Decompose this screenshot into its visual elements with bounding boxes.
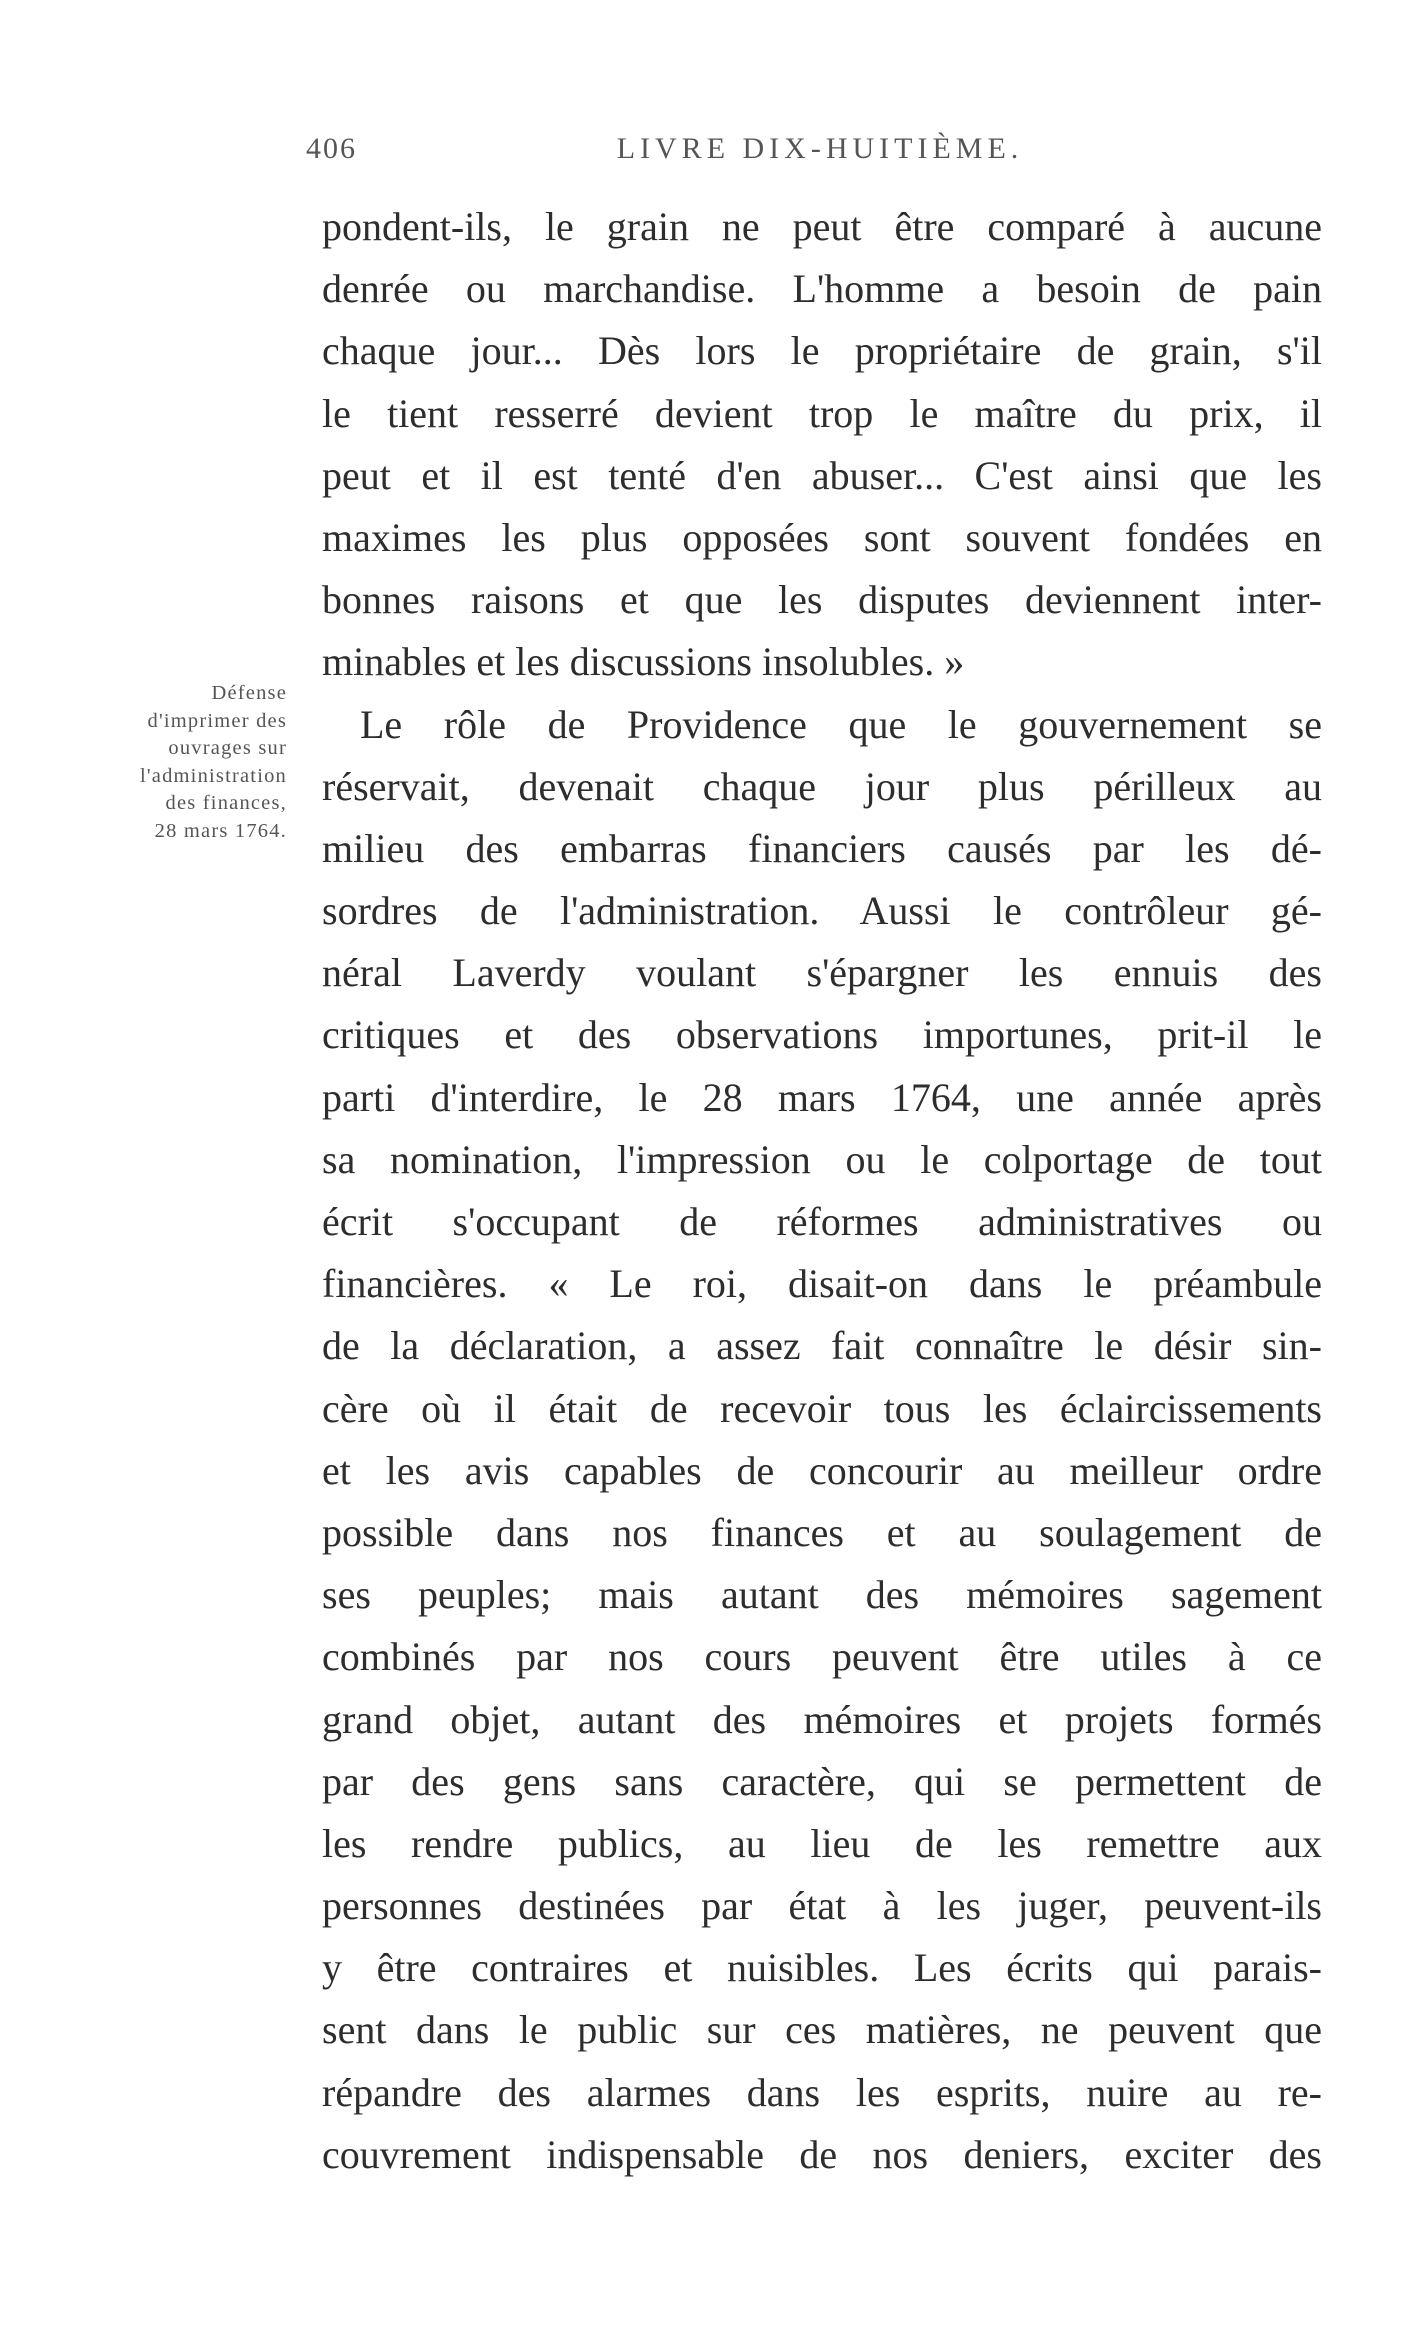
text-line: couvrement indispensable de nos deniers, exciter des (322, 2131, 1322, 2177)
text-line: combinés par nos cours peuvent être utiles à ce (322, 1634, 1322, 1680)
text-line: de la déclaration, a assez fait connaître le désir sin- (322, 1323, 1322, 1369)
text-line: écrit s'occupant de réformes administratives ou (322, 1199, 1322, 1244)
text-line: sa nomination, l'impression ou le colportage de tout (322, 1136, 1322, 1182)
text-line: sordres de l'administration. Aussi le contrôleur gé- (322, 888, 1322, 934)
text-line: possible dans nos finances et au soulagement de (322, 1509, 1322, 1555)
text-line: bonnes raisons et que les disputes deviennent inter- (322, 577, 1322, 623)
paragraph-first-line: Le rôle de Providence que le gouvernement se (360, 701, 1322, 747)
text-line: grand objet, autant des mémoires et projets formés (322, 1696, 1322, 1742)
text-line: néral Laverdy voulant s'épargner les ennuis des (322, 950, 1322, 996)
body-text (322, 196, 1322, 2186)
running-head: LIVRE DIX-HUITIÈME. (616, 132, 1024, 165)
text-line: milieu des embarras financiers causés par les dé- (322, 825, 1322, 871)
text-line: minables et les discussions insolubles. » (322, 639, 965, 685)
text-line: personnes destinées par état à les juger, peuvent-ils (322, 1883, 1322, 1929)
text-line: pondent-ils, le grain ne peut être comparé à aucune (322, 204, 1322, 249)
text-line: sent dans le public sur ces matières, ne peuvent que (322, 2007, 1322, 2053)
text-line: cère où il était de recevoir tous les éclaircissements (322, 1385, 1322, 1431)
text-line: le tient resserré devient trop le maître du prix, il (322, 390, 1322, 436)
text-line: y être contraires et nuisibles. Les écrits qui parais- (322, 1945, 1322, 1991)
text-line: financières. « Le roi, disait-on dans le préambule (322, 1261, 1322, 1307)
text-line: peut et il est tenté d'en abuser... C'est ainsi que les (322, 452, 1322, 498)
page-header (300, 132, 1024, 180)
margin-note-line: d'imprimer des (147, 709, 287, 732)
text-line: répandre des alarmes dans les esprits, nuire au re- (322, 2069, 1322, 2115)
text-line: chaque jour... Dès lors le propriétaire de grain, s'il (322, 328, 1322, 374)
page-number: 406 (306, 132, 357, 165)
margin-note (82, 680, 287, 845)
margin-note-line: l'administration (139, 764, 287, 787)
margin-note-line: des finances, (165, 792, 287, 814)
text-line: par des gens sans caractère, qui se permettent de (322, 1758, 1322, 1804)
text-line: les rendre publics, au lieu de les remettre aux (322, 1820, 1322, 1866)
text-line: maximes les plus opposées sont souvent fondées en (322, 514, 1322, 560)
text-line: critiques et des observations importunes, prit-il le (322, 1012, 1322, 1058)
text-line: denrée ou marchandise. L'homme a besoin de pain (322, 266, 1322, 312)
text-line: réservait, devenait chaque jour plus périlleux au (322, 763, 1322, 809)
text-line: parti d'interdire, le 28 mars 1764, une année après (322, 1074, 1322, 1120)
text-line: ses peuples; mais autant des mémoires sagement (322, 1572, 1322, 1618)
margin-note-line: ouvrages sur (168, 737, 287, 759)
margin-note-line: 28 mars 1764. (154, 819, 287, 842)
text-line: et les avis capables de concourir au meilleur ordre (322, 1447, 1322, 1493)
margin-note-line: Défense (211, 682, 287, 704)
